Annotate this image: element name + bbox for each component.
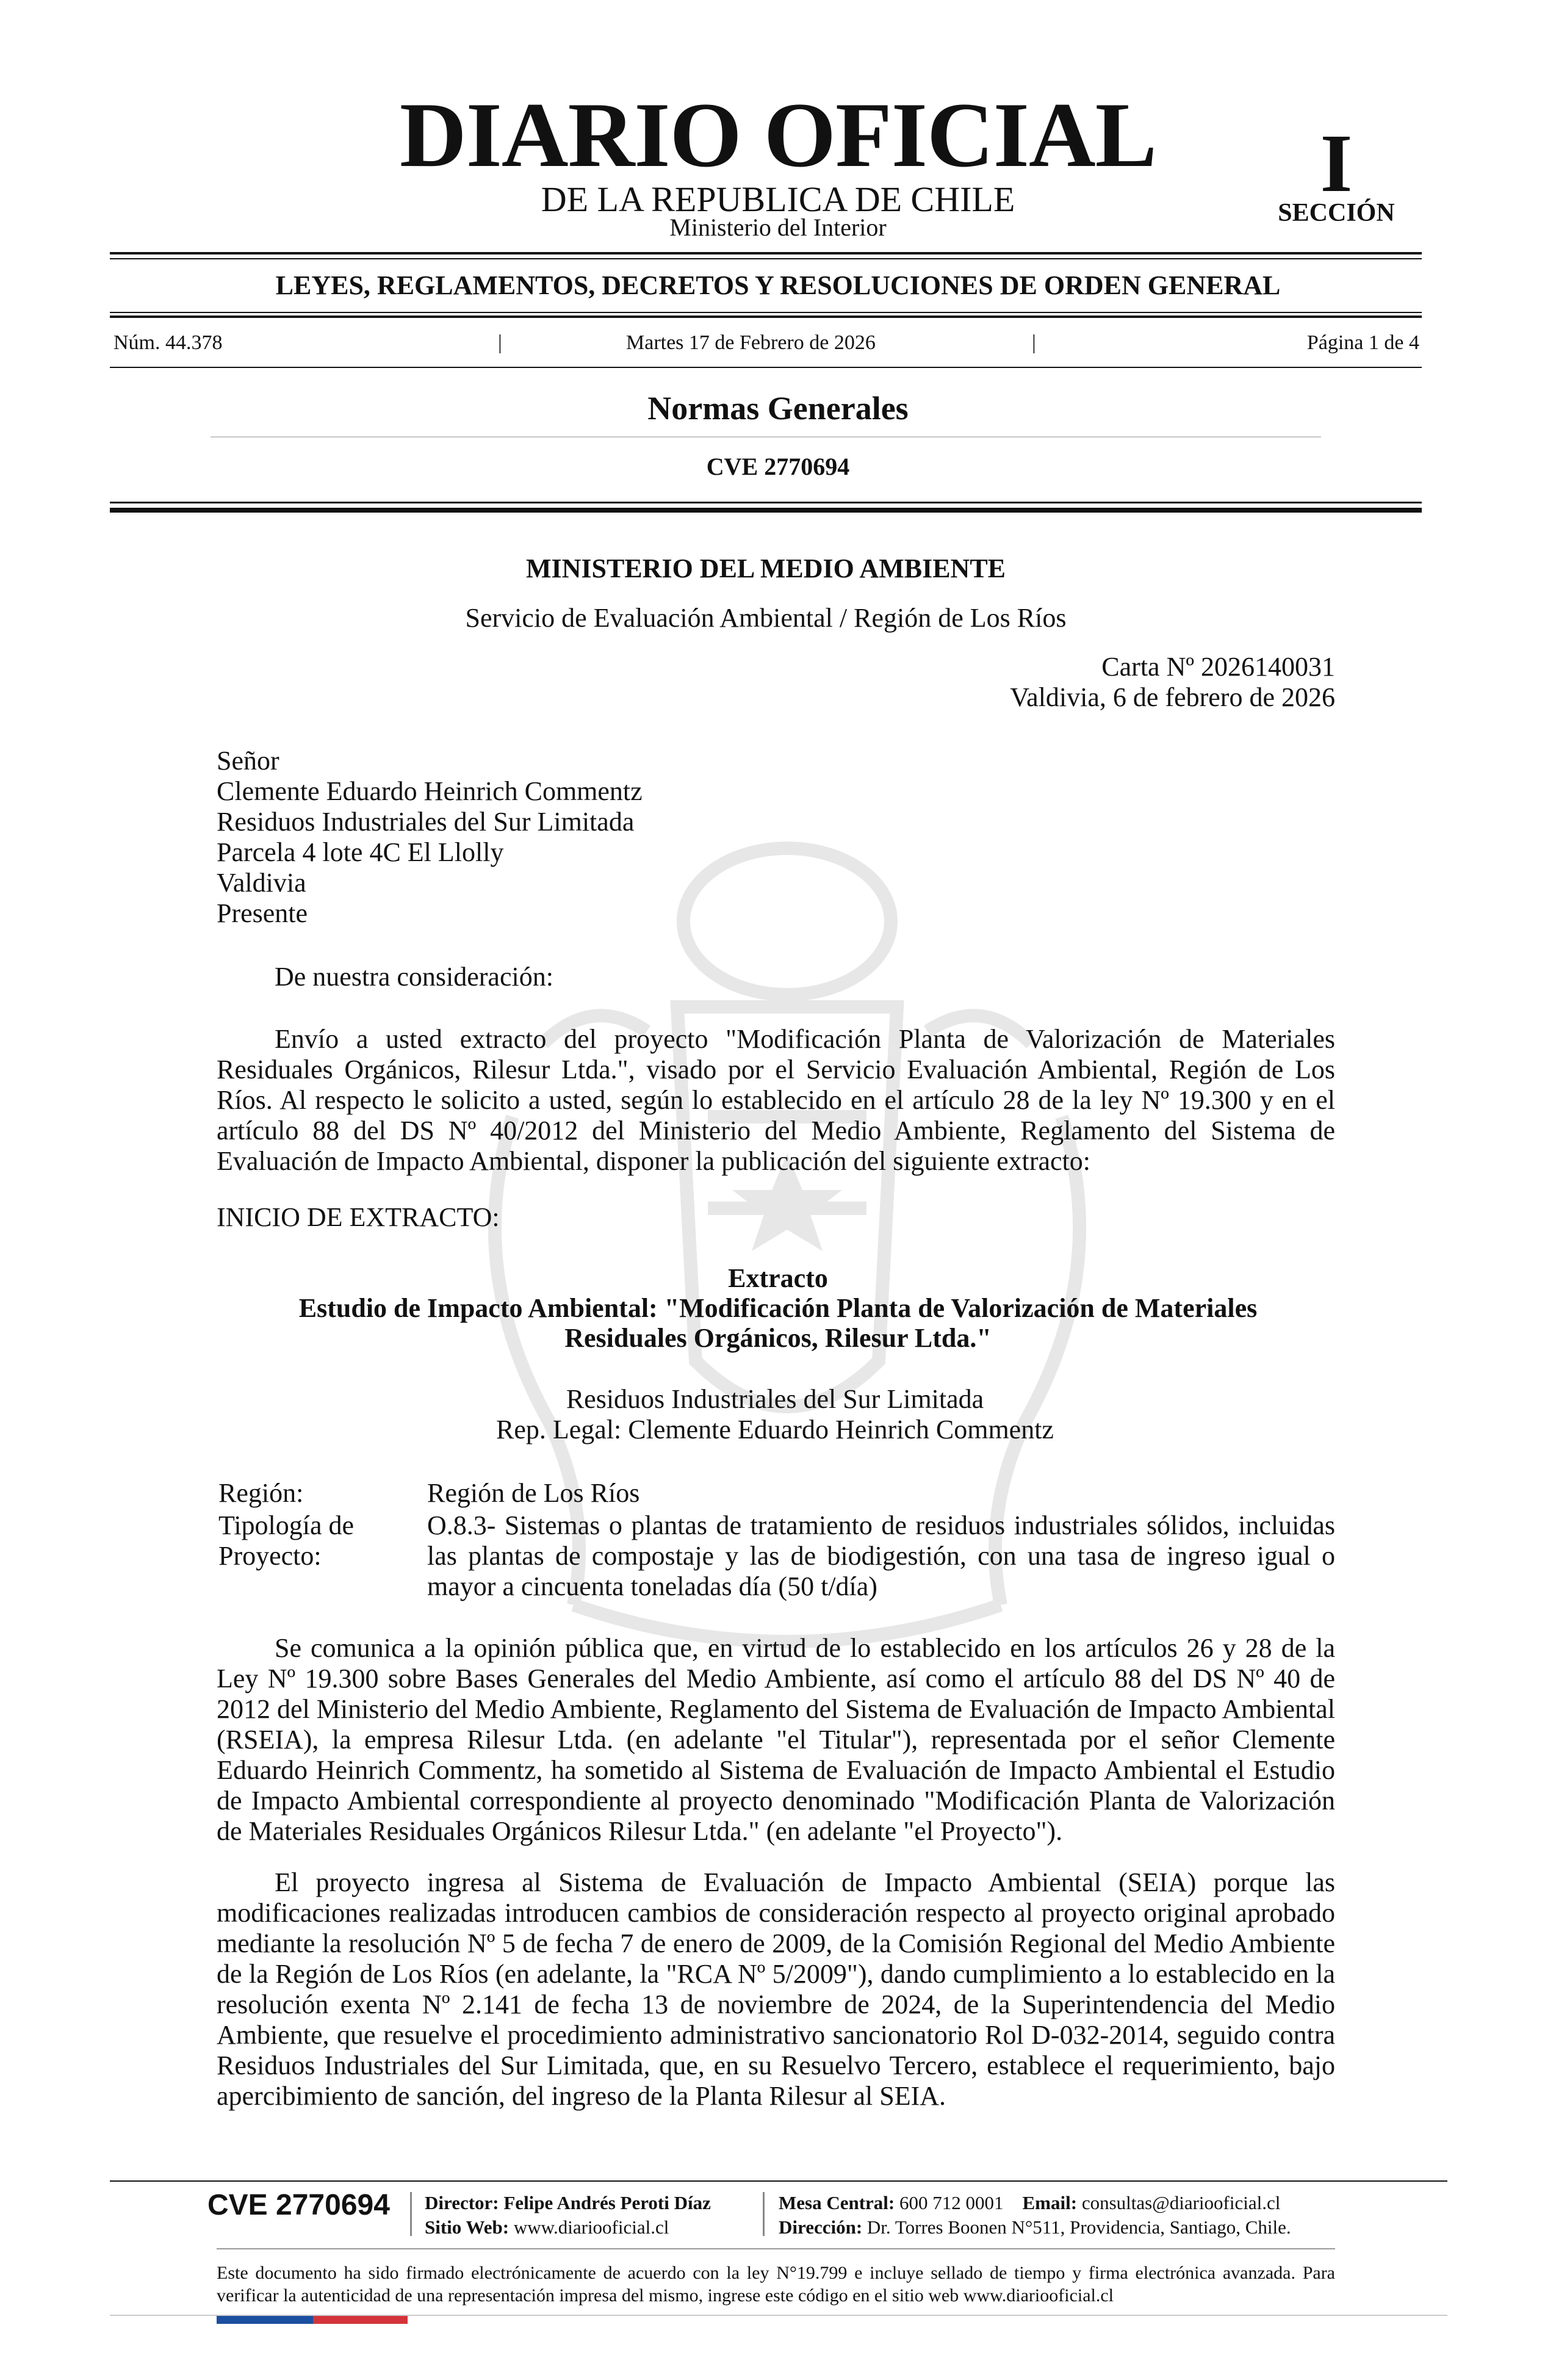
addressee-block bbox=[217, 746, 643, 929]
footer-separator bbox=[763, 2192, 765, 2236]
footer-contact-block bbox=[779, 2191, 1291, 2240]
footer-divider bbox=[110, 2180, 1447, 2182]
divider bbox=[110, 252, 1422, 254]
address-label: Dirección: bbox=[779, 2216, 863, 2238]
newspaper-title: DIARIO OFICIAL bbox=[399, 84, 1157, 186]
website-label: Sitio Web: bbox=[425, 2216, 510, 2238]
extract-start-label: INICIO DE EXTRACTO: bbox=[217, 1202, 500, 1232]
divider bbox=[110, 508, 1422, 513]
addressee-line: Presente bbox=[217, 898, 308, 928]
letter-number: Carta Nº 2026140031 bbox=[1101, 652, 1335, 682]
addressee-line: Clemente Eduardo Heinrich Commentz bbox=[217, 776, 643, 806]
letter-place-date: Valdivia, 6 de febrero de 2026 bbox=[1010, 682, 1335, 712]
divider bbox=[110, 367, 1422, 368]
laws-heading: LEYES, REGLAMENTOS, DECRETOS Y RESOLUCIONES DE ORDEN GENERAL bbox=[275, 270, 1281, 300]
page-number: Página 1 de 4 bbox=[1306, 331, 1419, 354]
footer-divider bbox=[110, 2315, 1447, 2316]
footer-cve-code: CVE 2770694 bbox=[207, 2189, 390, 2221]
website-link[interactable]: www.diariooficial.cl bbox=[513, 2216, 669, 2238]
issue-number: Núm. 44.378 bbox=[113, 331, 223, 354]
footer-divider bbox=[217, 2248, 1335, 2249]
email-label: Email: bbox=[1022, 2192, 1078, 2213]
divider bbox=[110, 316, 1422, 318]
addressee-line: Residuos Industriales del Sur Limitada bbox=[217, 807, 635, 837]
issue-date: Martes 17 de Febrero de 2026 bbox=[626, 331, 876, 354]
mesa-central-value: 600 712 0001 bbox=[899, 2192, 1004, 2213]
flag-stripe-red bbox=[313, 2315, 408, 2324]
newspaper-subtitle: DE LA REPUBLICA DE CHILE bbox=[541, 179, 1015, 219]
tipologia-label-line: Proyecto: bbox=[218, 1541, 322, 1571]
extract-paragraph-1: Se comunica a la opinión pública que, en virtud de lo establecido en los artículos 26 y 28 de la Ley Nº 19.300 sobre Bases Generales del Medio Ambiente, así como el artículo 88 del DS Nº 40 de 2012 del Ministerio del Medio Ambiente, Reglamento del Sistema de Evaluación de Impacto Ambiental (RSEIA), la empresa Rilesur Ltda. (en adelante "el Titular"), representada por el señor Clemente Eduardo Heinrich Commentz, ha sometido al Sistema de Evaluación de Impacto Ambiental el Estudio de Impacto Ambiental correspondiente al proyecto denominado "Modificación Planta de Valorización de Materiales Residuales Orgánicos Rilesur Ltda." (en adelante "el Proyecto"). bbox=[217, 1633, 1335, 1846]
newspaper-ministry: Ministerio del Interior bbox=[669, 214, 887, 241]
intro-paragraph: Envío a usted extracto del proyecto "Modificación Planta de Valorización de Materiales Residuales Orgánicos, Rilesur Ltda.", visado por el Servicio Evaluación Ambiental, Región de Los Ríos. Al respecto le solicito a usted, según lo establecido en el artículo 28 de la ley Nº 19.300 y en el artículo 88 del DS Nº 40/2012 del Ministerio del Medio Ambiente, Reglamento del Sistema de Evaluación de Impacto Ambiental, disponer la publicación del siguiente extracto: bbox=[217, 1024, 1335, 1176]
legal-representative: Rep. Legal: Clemente Eduardo Heinrich Commentz bbox=[496, 1415, 1054, 1444]
cve-code: CVE 2770694 bbox=[706, 453, 850, 480]
address-value: Dr. Torres Boonen N°511, Providencia, Santiago, Chile. bbox=[866, 2216, 1291, 2238]
footer-director-block bbox=[425, 2191, 711, 2240]
email-link[interactable]: consultas@diariooficial.cl bbox=[1081, 2192, 1281, 2213]
section-heading: Normas Generales bbox=[647, 390, 909, 427]
legal-notice: Este documento ha sido firmado electrónicamente de acuerdo con la ley N°19.799 e incluye sellado de tiempo y firma electrónica avanzada. Para verificar la autenticidad de una representación impresa del mismo, ingrese este código en el sitio web www.diariooficial.cl bbox=[217, 2263, 1335, 2306]
issuing-service: Servicio de Evaluación Ambiental / Región de Los Ríos bbox=[465, 603, 1067, 633]
salutation: De nuestra consideración: bbox=[275, 962, 553, 992]
extract-heading: Extracto bbox=[728, 1263, 828, 1293]
extract-title-line-2: Residuales Orgánicos, Rilesur Ltda." bbox=[564, 1323, 992, 1353]
extract-paragraph-2: El proyecto ingresa al Sistema de Evaluación de Impacto Ambiental (SEIA) porque las modificaciones realizadas introducen cambios de consideración respecto al proyecto original aprobado mediante la resolución Nº 5 de fecha 7 de enero de 2009, de la Comisión Regional del Medio Ambiente de la Región de Los Ríos (en adelante, la "RCA Nº 5/2009"), dando cumplimiento a lo establecido en la resolución exenta Nº 2.141 de fecha 13 de noviembre de 2024, de la Superintendencia del Medio Ambiente, que resuelve el procedimiento administrativo sancionatorio Rol D-032-2014, seguido contra Residuos Industriales del Sur Limitada, que, en su Resuelvo Tercero, establece el requerimiento, bajo apercibimiento de sanción, del ingreso de la Planta Rilesur al SEIA. bbox=[217, 1867, 1335, 2111]
proponent-company: Residuos Industriales del Sur Limitada bbox=[566, 1384, 984, 1414]
section-number: I bbox=[1320, 118, 1353, 209]
issuing-ministry: MINISTERIO DEL MEDIO AMBIENTE bbox=[525, 554, 1006, 583]
divider bbox=[211, 436, 1321, 438]
director-label: Director: bbox=[425, 2192, 499, 2213]
divider bbox=[110, 312, 1422, 313]
tipologia-label-line: Tipología de bbox=[218, 1510, 355, 1540]
section-label: SECCIÓN bbox=[1278, 199, 1395, 227]
addressee-line: Señor bbox=[217, 746, 279, 776]
addressee-line: Parcela 4 lote 4C El Llolly bbox=[217, 837, 504, 867]
tipologia-label bbox=[218, 1510, 354, 1571]
separator: | bbox=[1032, 331, 1036, 354]
flag-stripe-blue bbox=[217, 2315, 313, 2324]
director-value: Felipe Andrés Peroti Díaz bbox=[503, 2192, 711, 2213]
extract-title-line-1: Estudio de Impacto Ambiental: "Modificación Planta de Valorización de Materiales bbox=[298, 1293, 1258, 1323]
divider bbox=[110, 258, 1422, 259]
region-label: Región: bbox=[218, 1478, 304, 1508]
footer-separator bbox=[410, 2192, 412, 2236]
region-value: Región de Los Ríos bbox=[427, 1478, 640, 1508]
mesa-central-label: Mesa Central: bbox=[779, 2192, 895, 2213]
addressee-line: Valdivia bbox=[217, 868, 306, 898]
separator: | bbox=[498, 331, 502, 354]
tipologia-value: O.8.3- Sistemas o plantas de tratamiento de residuos industriales sólidos, incluidas las plantas de compostaje y las de biodigestión, con una tasa de ingreso igual o mayor a cincuenta toneladas día (50 t/día) bbox=[427, 1510, 1335, 1601]
divider bbox=[110, 502, 1422, 503]
